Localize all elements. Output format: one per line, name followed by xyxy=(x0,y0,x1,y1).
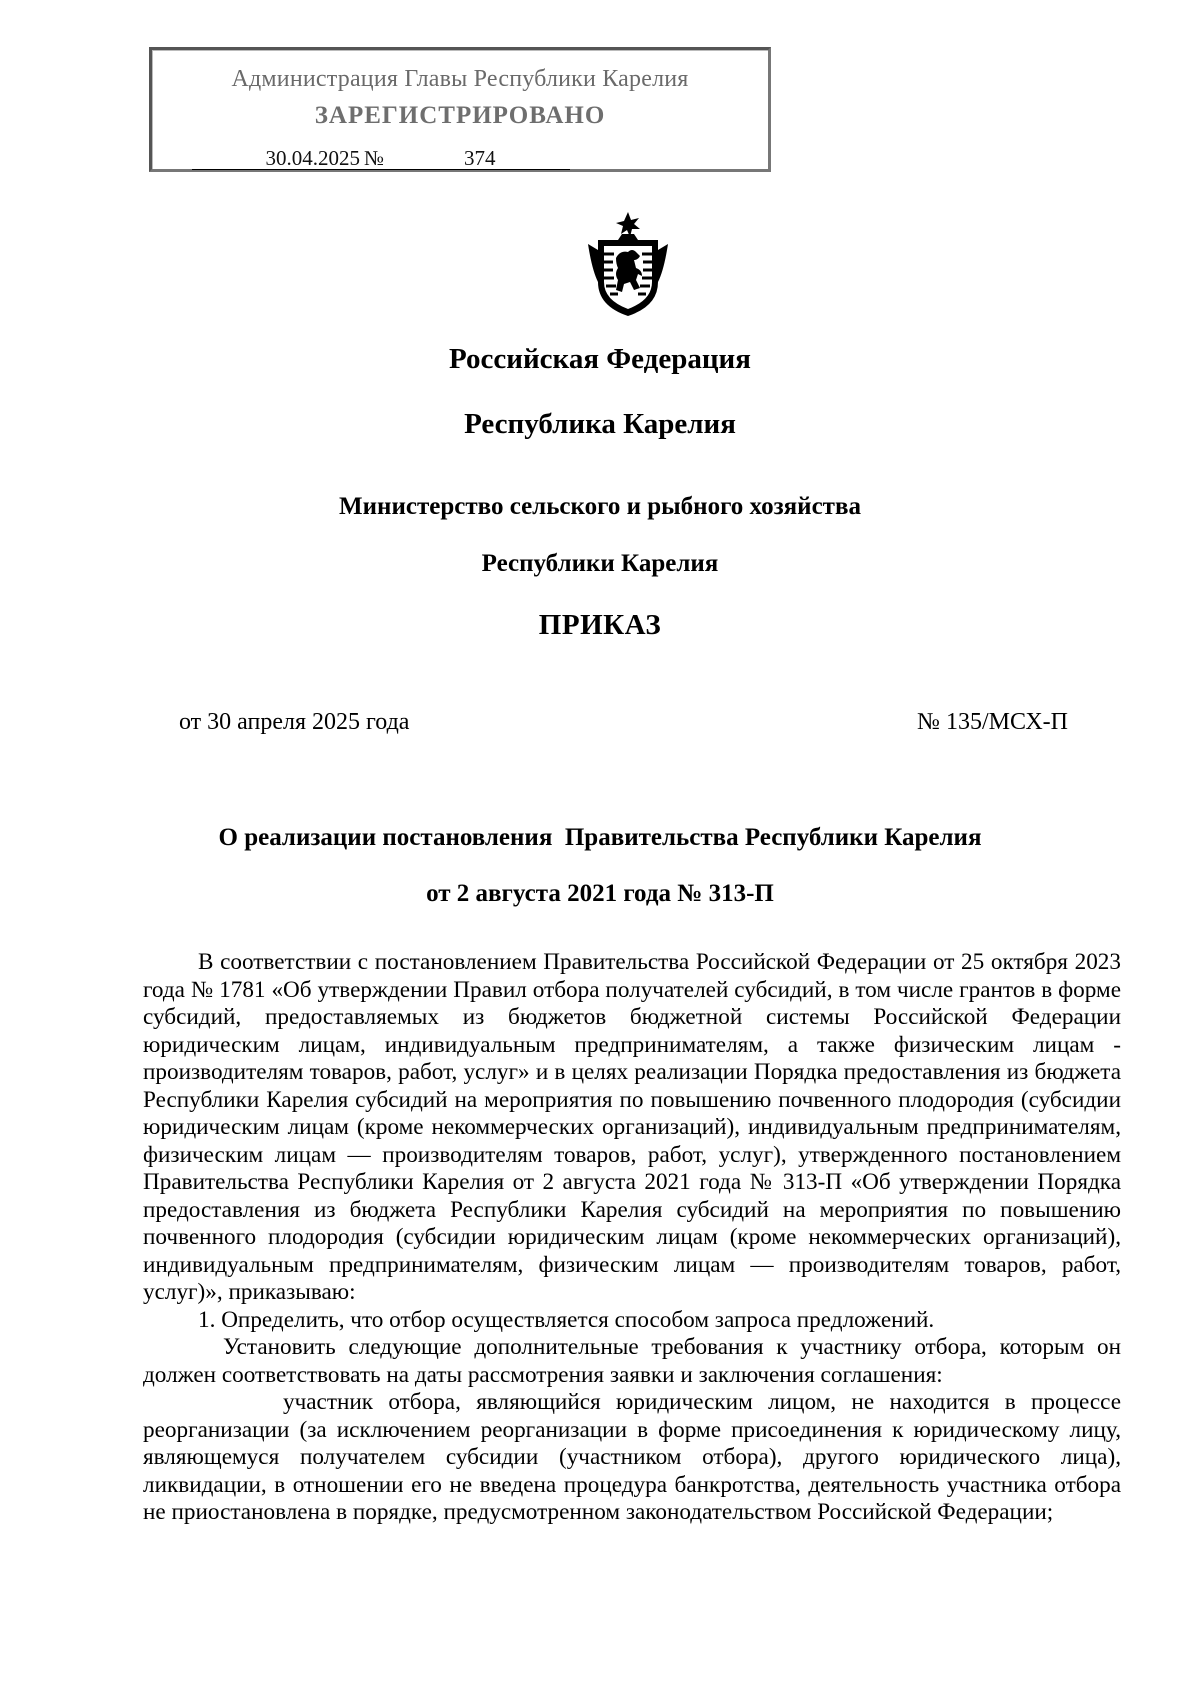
body-paragraph-requirement-1: участник отбора, являющийся юридическим лицом, не находится в процессе реорганизации (за исключением реорганизации в форме присоединения к юридическому лицу, являющемуся получателем субсидии (участником отбора), другого юридического лица), ликвидации, в отношении его не введена процедура банкротства, деятельность участника отбора не приостановлена в порядке, предусмотренном законодательством Российской Федерации; xyxy=(143,1389,1121,1525)
stamp-date: 30.04.2025 xyxy=(192,147,364,170)
body-paragraph-preamble: В соответствии с постановлением Правительства Российской Федерации от 25 октября 2023 года № 1781 «Об утверждении Правил отбора получателей субсидий, в том числе грантов в форме субсидий, предоставляемых из бюджетов бюджетной системы Российской Федерации юридическим лицам, индивидуальным предпринимателям, а также физическим лицам - производителям товаров, работ, услуг» и в целях реализации Порядка предоставления из бюджета Республики Карелия субсидий на мероприятия по повышению почвенного плодородия (субсидии юридическим лицам (кроме некоммерческих организаций), индивидуальным предпринимателям, физическим лицам — производителям товаров, работ, услуг), утвержденного постановлением Правительства Республики Карелия от 2 августа 2021 года № 313-П «Об утверждении Порядка предоставления из бюджета Республики Карелия субсидий на мероприятия по повышению почвенного плодородия (субсидии юридическим лицам (кроме некоммерческих организаций), индивидуальным предпринимателям, физическим лицам — производителям товаров, работ, услуг)», приказываю: xyxy=(143,949,1121,1305)
stamp-authority: Администрация Главы Республики Карелия xyxy=(231,66,689,92)
ministry-heading-line1: Министерство сельского и рыбного хозяйства xyxy=(339,493,861,520)
stamp-number-sign: № xyxy=(364,147,390,170)
stamp-number: 374 xyxy=(390,147,570,170)
ministry-heading-line2: Республики Карелия xyxy=(481,550,719,577)
order-title-line2: от 2 августа 2021 года № 313-П xyxy=(426,880,774,907)
order-number: № 135/МСХ-П xyxy=(917,709,1068,735)
stamp-registration-line xyxy=(192,146,570,171)
document-type: ПРИКАЗ xyxy=(538,609,662,641)
order-title-line1: О реализации постановления Правительства Республики Карелия xyxy=(218,824,982,851)
order-body xyxy=(143,949,1121,1527)
country-heading: Российская Федерация xyxy=(449,343,751,375)
region-heading: Республика Карелия xyxy=(464,408,736,440)
registration-stamp xyxy=(149,47,771,172)
stamp-registered-label: ЗАРЕГИСТРИРОВАНО xyxy=(314,102,606,129)
karelia-coat-of-arms-icon xyxy=(580,210,676,320)
order-date: от 30 апреля 2025 года xyxy=(179,709,410,735)
body-paragraph-requirements: Установить следующие дополнительные требования к участнику отбора, которым он должен соответствовать на даты рассмотрения заявки и заключения соглашения: xyxy=(143,1334,1121,1388)
body-paragraph-item-1: 1. Определить, что отбор осуществляется способом запроса предложений. xyxy=(198,1306,935,1333)
